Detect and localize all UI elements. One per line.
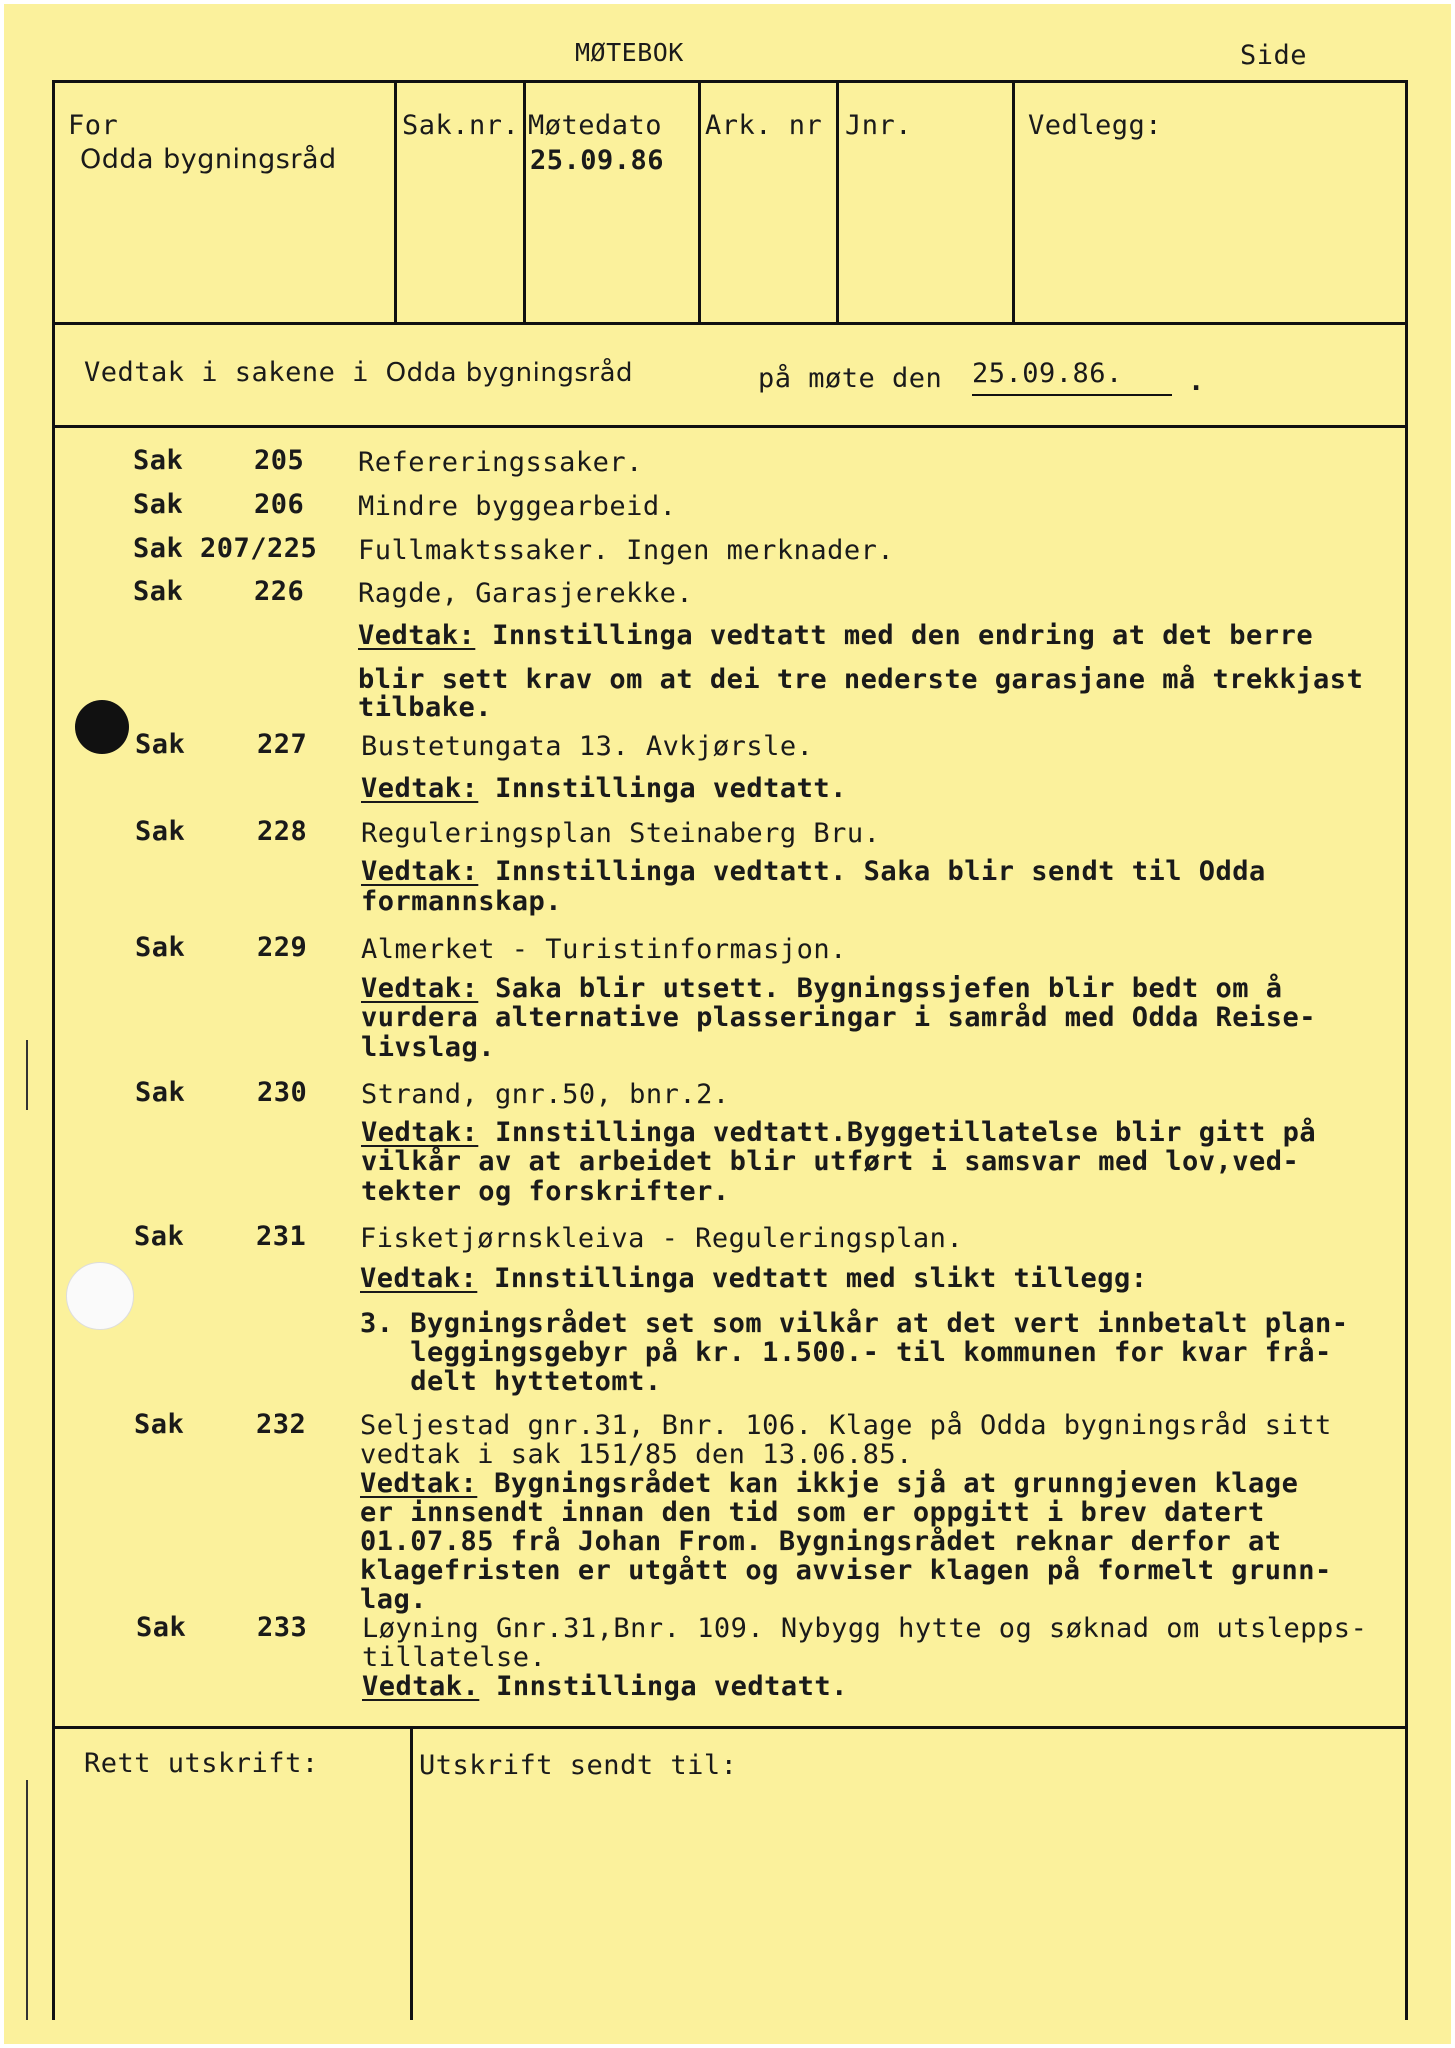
case-226-title: Ragde, Garasjerekke. bbox=[358, 578, 694, 609]
divider-arknr bbox=[836, 80, 839, 323]
case-231-vedtak-label: Vedtak: bbox=[360, 1263, 478, 1294]
jnr-label: Jnr. bbox=[845, 110, 913, 141]
intro-prefix: Vedtak i sakene i bbox=[84, 357, 369, 388]
punch-hole-light bbox=[66, 1262, 134, 1330]
case-227-vedtak bbox=[361, 773, 847, 804]
case-232-vedtak-line-3: 01.07.85 frå Johan From. Bygningsrådet reknar derfor at bbox=[360, 1526, 1282, 1557]
case-227-label: Sak bbox=[135, 729, 186, 760]
case-226-vedtak-line-3: tilbake. bbox=[358, 692, 493, 723]
case-228-number: 228 bbox=[257, 816, 308, 847]
case-229-vedtak-label: Vedtak: bbox=[361, 973, 479, 1004]
case-230-vedtak-line-1: Innstillinga vedtatt.Byggetillatelse blir gitt på bbox=[495, 1117, 1317, 1148]
body-top-border bbox=[52, 425, 1408, 428]
case-232-label: Sak bbox=[134, 1409, 185, 1440]
case-232-vedtak bbox=[360, 1468, 1298, 1499]
case-226-number: 226 bbox=[254, 576, 305, 607]
case-228-vedtak bbox=[361, 856, 1266, 887]
case-230-vedtak-line-3: tekter og forskrifter. bbox=[361, 1176, 730, 1207]
case-227-title: Bustetungata 13. Avkjørsle. bbox=[361, 731, 814, 762]
case-226-vedtak bbox=[358, 620, 1313, 651]
divider-jnr bbox=[1012, 80, 1015, 323]
case-233-number: 233 bbox=[257, 1612, 308, 1643]
case-228-vedtak-line-1: Innstillinga vedtatt. Saka blir sendt til Odda bbox=[495, 856, 1266, 887]
case-207-title: Fullmaktssaker. Ingen merknader. bbox=[358, 535, 895, 566]
case-226-label: Sak bbox=[133, 576, 184, 607]
case-230-vedtak bbox=[361, 1117, 1316, 1148]
case-229-title: Almerket - Turistinformasjon. bbox=[361, 934, 847, 965]
case-226-vedtak-line-2: blir sett krav om at dei tre nederste garasjane må trekkjast bbox=[358, 664, 1364, 695]
case-205-number: 205 bbox=[254, 445, 305, 476]
vedlegg-label: Vedlegg: bbox=[1028, 110, 1163, 141]
case-227-vedtak-label: Vedtak: bbox=[361, 773, 479, 804]
side-label: Side bbox=[1240, 40, 1308, 71]
case-230-label: Sak bbox=[135, 1077, 186, 1108]
case-233-vedtak-line-1: Innstillinga vedtatt. bbox=[496, 1671, 848, 1702]
meeting-label: på møte den bbox=[758, 363, 943, 394]
case-228-vedtak-label: Vedtak: bbox=[361, 856, 479, 887]
footer-top-border bbox=[52, 1726, 1408, 1729]
divider-motedato bbox=[698, 80, 701, 323]
rett-utskrift-label: Rett utskrift: bbox=[84, 1748, 319, 1779]
margin-tick-1 bbox=[26, 1040, 28, 1110]
left-border bbox=[52, 80, 55, 2020]
page-title: MØTEBOK bbox=[575, 38, 684, 67]
case-230-title: Strand, gnr.50, bnr.2. bbox=[361, 1079, 730, 1110]
utskrift-sendt-label: Utskrift sendt til: bbox=[419, 1750, 738, 1781]
case-205-label: Sak bbox=[133, 445, 184, 476]
margin-tick-2 bbox=[26, 1780, 28, 2020]
case-231-number: 231 bbox=[256, 1221, 307, 1252]
case-233-title-line-2: tillatelse. bbox=[362, 1642, 547, 1673]
case-230-vedtak-line-2: vilkår av at arbeidet blir utført i samsvar med lov,ved- bbox=[361, 1146, 1300, 1177]
for-value: Odda bygningsråd bbox=[80, 144, 337, 175]
case-232-title-line-1: Seljestad gnr.31, Bnr. 106. Klage på Odda bygningsråd sitt bbox=[360, 1410, 1332, 1441]
case-231-label: Sak bbox=[134, 1221, 185, 1252]
header-bottom-border bbox=[52, 322, 1408, 325]
case-233-vedtak bbox=[362, 1671, 848, 1702]
case-231-vedtak bbox=[360, 1263, 1148, 1294]
case-232-vedtak-label: Vedtak: bbox=[360, 1468, 478, 1499]
case-231-extra-line-3: delt hyttetomt. bbox=[360, 1366, 662, 1397]
case-231-extra-line-1: 3. Bygningsrådet set som vilkår at det vert innbetalt plan- bbox=[360, 1308, 1349, 1339]
divider-saknr bbox=[523, 80, 526, 323]
case-228-title: Reguleringsplan Steinaberg Bru. bbox=[361, 818, 881, 849]
case-232-number: 232 bbox=[256, 1409, 307, 1440]
case-233-label: Sak bbox=[136, 1612, 187, 1643]
case-232-vedtak-line-2: er innsendt innan den tid som er oppgitt i brev datert bbox=[360, 1497, 1265, 1528]
case-230-number: 230 bbox=[257, 1077, 308, 1108]
case-206-label: Sak bbox=[133, 489, 184, 520]
intro-text bbox=[84, 357, 633, 388]
case-229-label: Sak bbox=[135, 932, 186, 963]
case-229-number: 229 bbox=[257, 932, 308, 963]
motedato-label: Møtedato bbox=[528, 110, 663, 141]
motedato-value: 25.09.86 bbox=[530, 145, 665, 176]
divider-for bbox=[394, 80, 397, 323]
case-228-vedtak-line-2: formannskap. bbox=[361, 886, 563, 917]
meeting-date-underline bbox=[972, 394, 1172, 396]
case-206-title: Mindre byggearbeid. bbox=[358, 491, 677, 522]
case-227-number: 227 bbox=[257, 729, 308, 760]
case-233-vedtak-label: Vedtak. bbox=[362, 1671, 480, 1702]
case-231-title: Fisketjørnskleiva - Reguleringsplan. bbox=[360, 1223, 964, 1254]
case-206-number: 206 bbox=[254, 489, 305, 520]
intro-body: Odda bygningsråd bbox=[385, 358, 634, 388]
case-229-vedtak bbox=[361, 973, 1283, 1004]
header-top-border bbox=[52, 80, 1408, 83]
case-205-title: Refereringssaker. bbox=[358, 447, 643, 478]
case-229-vedtak-line-1: Saka blir utsett. Bygningssjefen blir bedt om å bbox=[495, 973, 1283, 1004]
meeting-date: 25.09.86. bbox=[972, 358, 1123, 389]
case-232-title-line-2: vedtak i sak 151/85 den 13.06.85. bbox=[360, 1439, 913, 1470]
case-230-vedtak-label: Vedtak: bbox=[361, 1117, 479, 1148]
case-232-vedtak-line-4: klagefristen er utgått og avviser klagen på formelt grunn- bbox=[360, 1555, 1332, 1586]
right-border bbox=[1405, 80, 1408, 2020]
meeting-end-mark: . bbox=[1188, 366, 1205, 397]
case-207-number: 207/225 bbox=[200, 533, 318, 564]
case-228-label: Sak bbox=[135, 816, 186, 847]
case-231-vedtak-line-1: Innstillinga vedtatt med slikt tillegg: bbox=[494, 1263, 1148, 1294]
case-207-label: Sak bbox=[133, 533, 184, 564]
case-231-extra-line-2: leggingsgebyr på kr. 1.500.- til kommunen for kvar frå- bbox=[360, 1337, 1332, 1368]
case-232-vedtak-line-5: lag. bbox=[360, 1584, 428, 1615]
sak-nr-label: Sak.nr. bbox=[402, 110, 520, 141]
case-232-vedtak-line-1: Bygningsrådet kan ikkje sjå at grunngjeven klage bbox=[494, 1468, 1299, 1499]
case-229-vedtak-line-3: livslag. bbox=[361, 1032, 496, 1063]
case-226-vedtak-line-1: Innstillinga vedtatt med den endring at det berre bbox=[492, 620, 1314, 651]
ark-nr-label: Ark. nr bbox=[705, 110, 823, 141]
punch-hole-dark bbox=[75, 700, 129, 754]
case-233-title-line-1: Løyning Gnr.31,Bnr. 109. Nybygg hytte og søknad om utslepps- bbox=[362, 1613, 1368, 1644]
case-226-vedtak-label: Vedtak: bbox=[358, 620, 476, 651]
case-227-vedtak-line-1: Innstillinga vedtatt. bbox=[495, 773, 847, 804]
footer-divider bbox=[410, 1726, 413, 2020]
case-229-vedtak-line-2: vurdera alternative plasseringar i samråd med Odda Reise- bbox=[361, 1002, 1317, 1033]
for-label: For bbox=[68, 110, 119, 141]
